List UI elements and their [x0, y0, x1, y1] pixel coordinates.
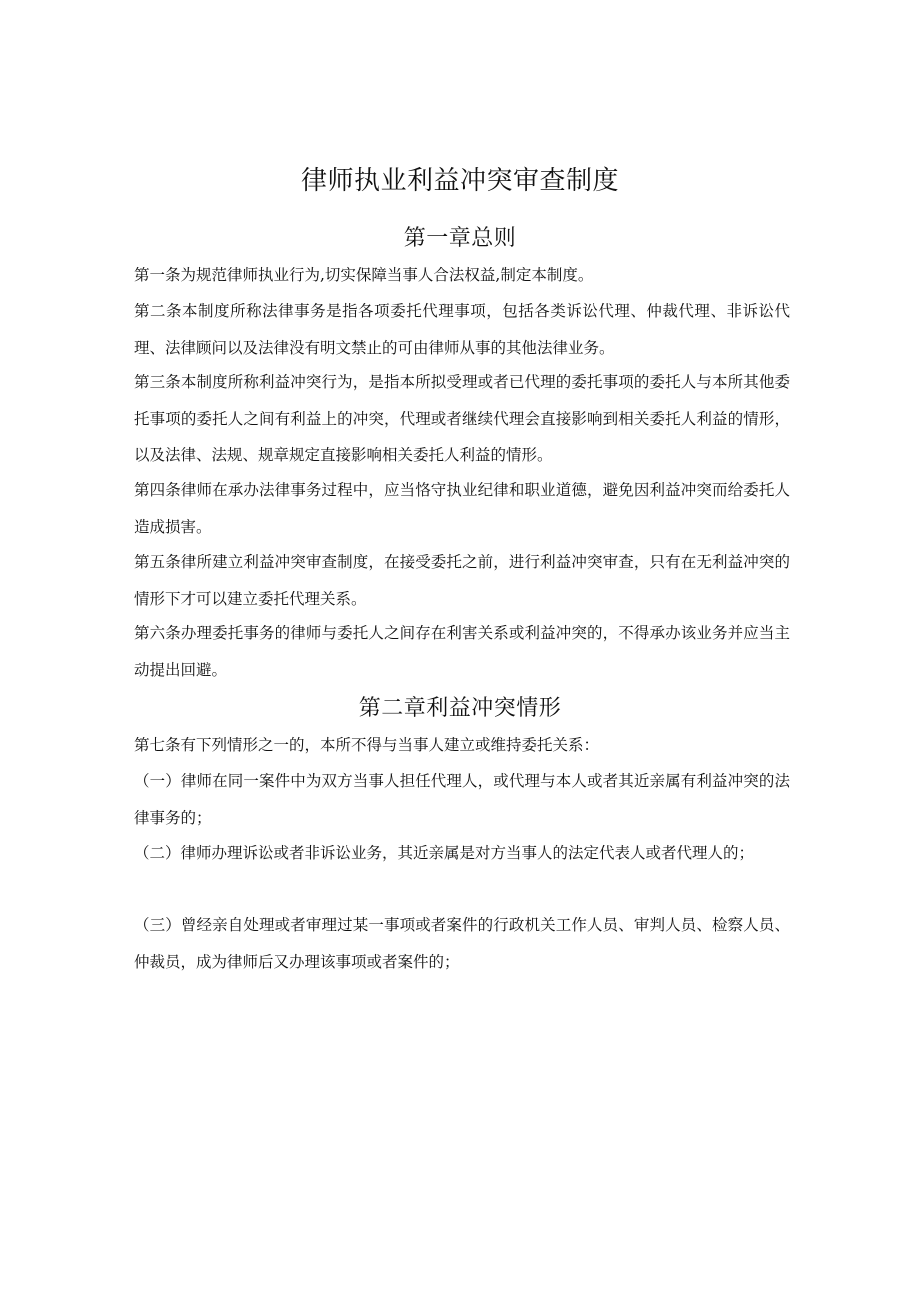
article-7: 第七条有下列情形之一的，本所不得与当事人建立或维持委托关系： — [134, 736, 600, 754]
article-7-item-1: （一）律师在同一案件中为双方当事人担任代理人，或代理与本人或者其近亲属有利益冲突的法律事务的； — [134, 772, 790, 827]
chapter-heading-1: 第一章总则 — [403, 226, 517, 251]
article-4: 第四条律师在承办法律事务过程中，应当恪守执业纪律和职业道德，避免因利益冲突而给委托人造成损害。 — [134, 481, 790, 536]
chapter-heading-2: 第二章利益冲突情形 — [358, 696, 562, 721]
article-5: 第五条律所建立利益冲突审查制度，在接受委托之前，进行利益冲突审查，只有在无利益冲突的情形下才可以建立委托代理关系。 — [134, 553, 790, 608]
article-7-item-3: （三）曾经亲自处理或者审理过某一事项或者案件的行政机关工作人员、审判人员、检察人员、仲裁员，成为律师后又办理该事项或者案件的； — [134, 916, 790, 971]
article-7-item-2: （二）律师办理诉讼或者非诉讼业务，其近亲属是对方当事人的法定代表人或者代理人的； — [134, 844, 755, 862]
article-3: 第三条本制度所称利益冲突行为，是指本所拟受理或者已代理的委托事项的委托人与本所其他委托事项的委托人之间有利益上的冲突，代理或者继续代理会直接影响到相关委托人利益的情形，以及法律、法规、规章规定直接影响相关委托人利益的情形。 — [134, 373, 790, 464]
article-1: 第一条为规范律师执业行为,切实保障当事人合法权益,制定本制度。 — [134, 266, 594, 284]
article-6: 第六条办理委托事务的律师与委托人之间存在利害关系或利益冲突的，不得承办该业务并应当主动提出回避。 — [134, 624, 790, 679]
article-2: 第二条本制度所称法律事务是指各项委托代理事项，包括各类诉讼代理、仲裁代理、非诉讼代理、法律顾问以及法律没有明文禁止的可由律师从事的其他法律业务。 — [134, 302, 790, 357]
document-title: 律师执业利益冲突审查制度 — [300, 166, 619, 196]
